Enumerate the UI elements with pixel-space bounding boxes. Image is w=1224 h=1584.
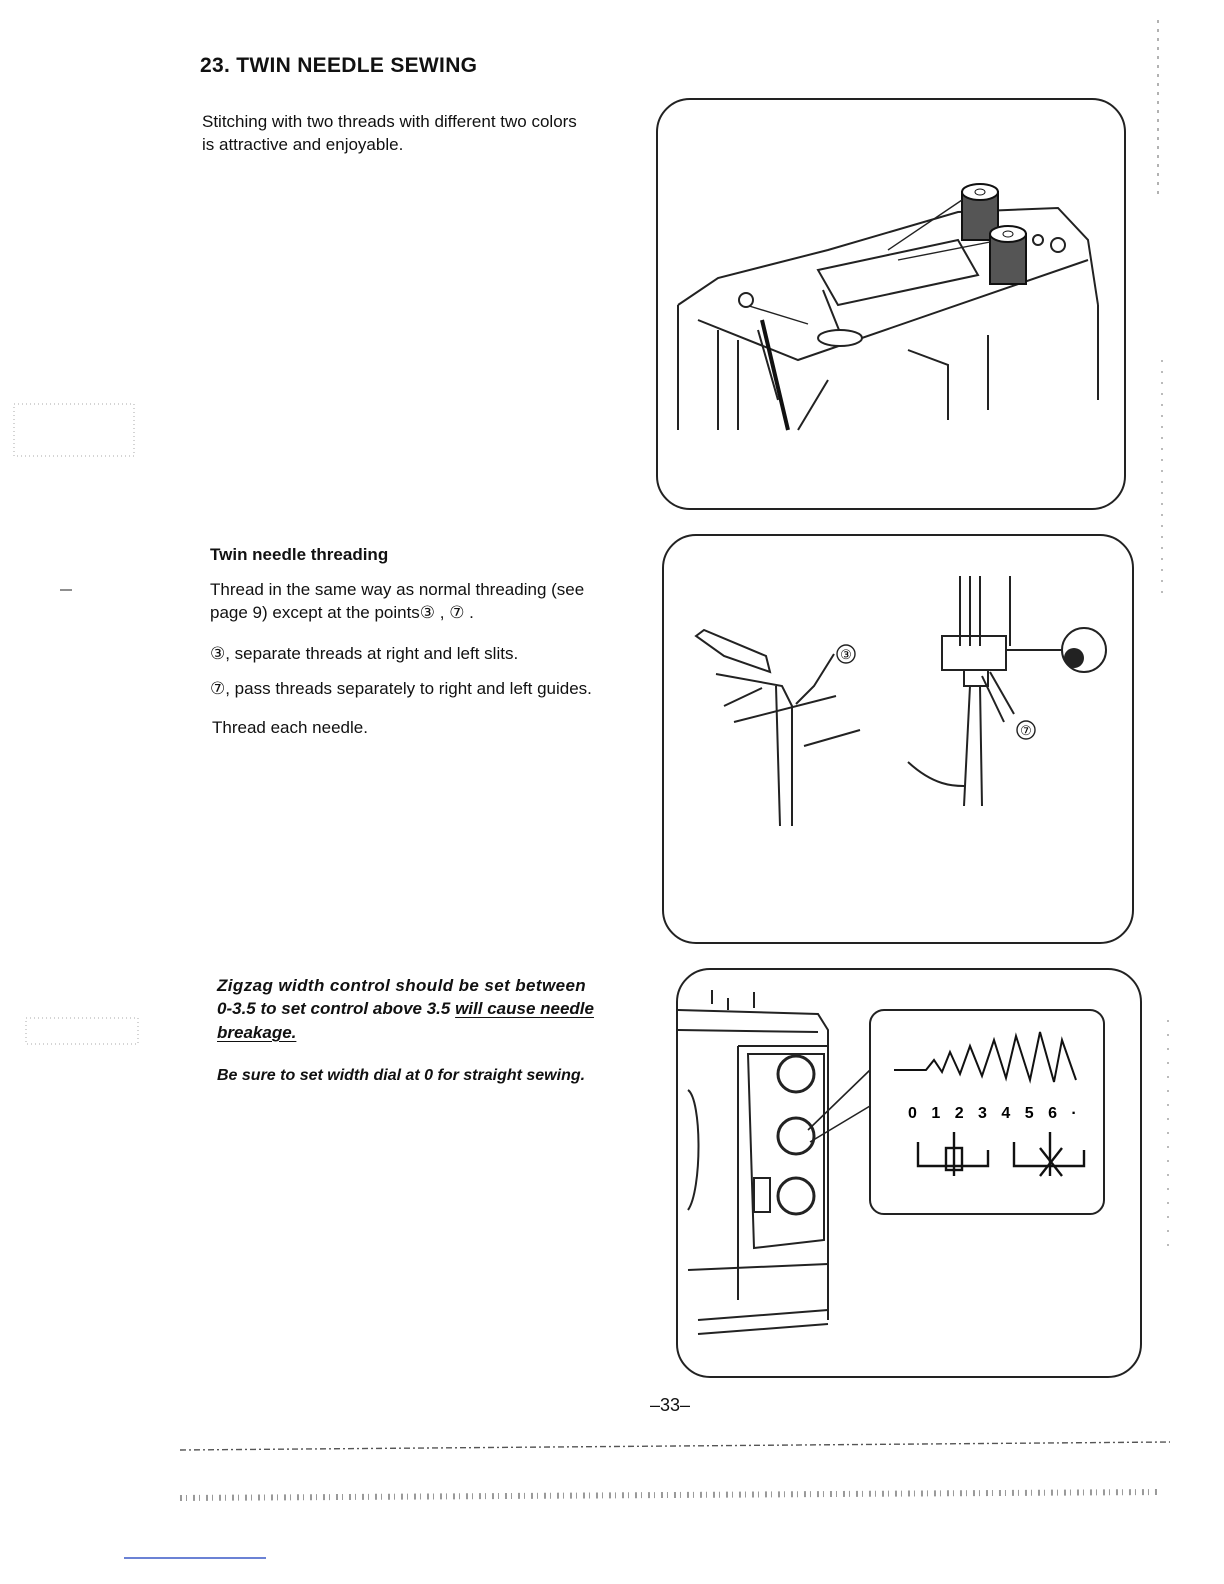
- page-number: –33–: [650, 1395, 691, 1415]
- warning-line-3: breakage.: [217, 1023, 297, 1042]
- section-heading: 23. TWIN NEEDLE SEWING: [200, 54, 478, 77]
- intro-line-2: is attractive and enjoyable.: [202, 135, 404, 154]
- threading-subtitle: Twin needle threading: [210, 545, 389, 564]
- threading-point-3: ③, separate threads at right and left slits.: [210, 644, 519, 663]
- callout-7-label: ⑦: [1020, 723, 1032, 738]
- intro-line-1: Stitching with two threads with different two colors: [202, 112, 577, 131]
- warning-line-2a: 0-3.5 to set control above 3.5: [217, 999, 456, 1018]
- threading-each: Thread each needle.: [212, 718, 368, 737]
- threading-point-7: ⑦, pass threads separately to right and left guides.: [210, 679, 592, 698]
- warning-note: Be sure to set width dial at 0 for straight sewing.: [217, 1067, 586, 1084]
- warning-line-1: Zigzag width control should be set between: [217, 976, 587, 995]
- threading-line-1: Thread in the same way as normal threading (see: [210, 580, 585, 599]
- callout-3-label: ③: [840, 647, 852, 662]
- threading-line-2: page 9) except at the points③ , ⑦ .: [210, 603, 474, 622]
- warning-line-2b: will cause needle: [455, 999, 594, 1018]
- dial-scale: 0 1 2 3 4 5 6 ·: [908, 1105, 1082, 1122]
